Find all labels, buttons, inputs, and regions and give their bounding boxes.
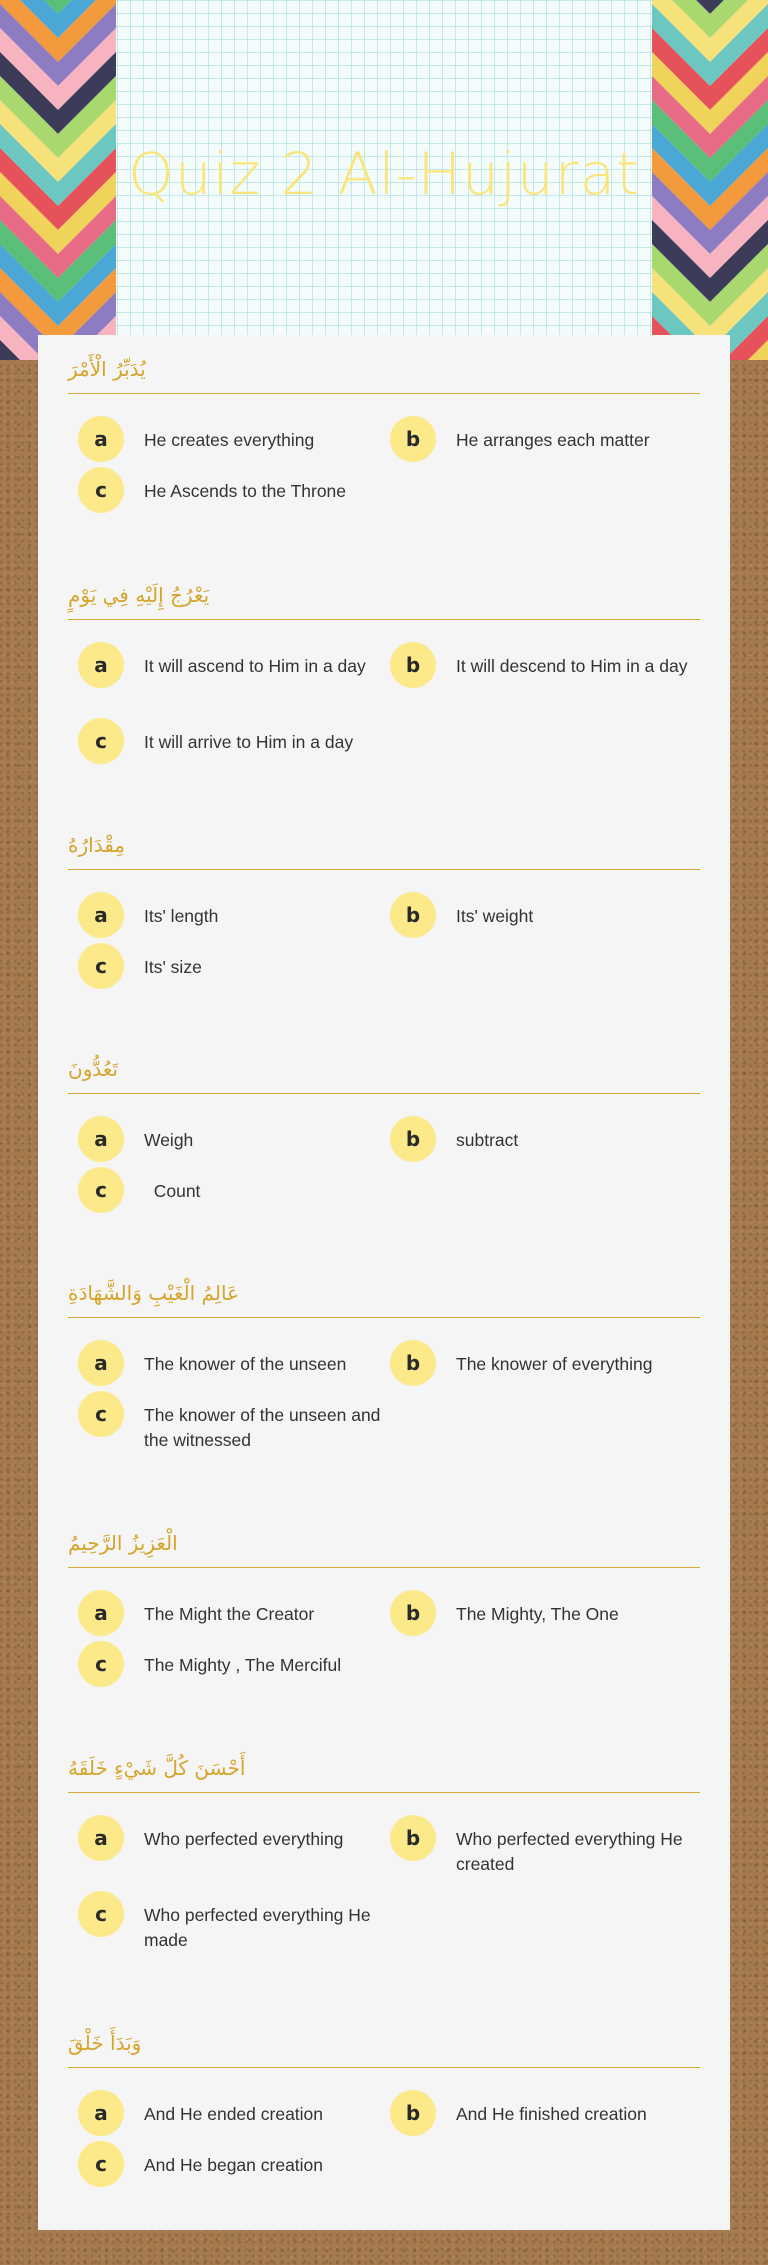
- chevron-stripes: [0, 0, 116, 360]
- question-prompt: أَحْسَنَ كُلَّ شَيْءٍ خَلَقَهُ: [68, 1756, 246, 1780]
- option-letter-badge: c: [78, 2141, 124, 2187]
- option-a[interactable]: [78, 1340, 384, 1386]
- header-banner: [0, 0, 768, 360]
- option-a[interactable]: [78, 2090, 384, 2136]
- option-label: He creates everything: [144, 430, 315, 450]
- question-divider: [68, 1317, 700, 1318]
- option-letter-badge: c: [78, 718, 124, 764]
- option-label: The knower of the unseen: [144, 1354, 347, 1374]
- option-letter-badge: c: [78, 1391, 124, 1437]
- option-letter-badge: c: [78, 1891, 124, 1937]
- question-3: [68, 825, 700, 870]
- question-divider: [68, 2067, 700, 2068]
- question-prompt: يُدَبِّرُ الْأَمْرَ: [68, 357, 146, 381]
- option-c[interactable]: [78, 1891, 384, 1953]
- option-letter-badge: a: [78, 1340, 124, 1386]
- option-label: The knower of everything: [456, 1354, 653, 1374]
- question-divider: [68, 619, 700, 620]
- question-divider: [68, 393, 700, 394]
- option-b[interactable]: [390, 1590, 696, 1636]
- question-divider: [68, 1567, 700, 1568]
- quiz-card: [38, 335, 730, 2230]
- option-label: Who perfected everything He made: [144, 1905, 371, 1950]
- option-letter-badge: b: [390, 1815, 436, 1861]
- option-label: Who perfected everything: [144, 1829, 344, 1849]
- option-label: It will ascend to Him in a day: [144, 656, 366, 676]
- option-label: It will descend to Him in a day: [456, 656, 688, 676]
- question-6: [68, 1523, 700, 1568]
- option-label: The knower of the unseen and the witnessed: [144, 1405, 381, 1450]
- option-letter-badge: a: [78, 1815, 124, 1861]
- option-b[interactable]: [390, 892, 696, 938]
- question-2: [68, 575, 700, 620]
- question-8: [68, 2023, 700, 2068]
- option-b[interactable]: [390, 1116, 696, 1162]
- option-letter-badge: a: [78, 1116, 124, 1162]
- option-letter-badge: a: [78, 1590, 124, 1636]
- option-label: Its' size: [144, 957, 202, 977]
- option-letter-badge: c: [78, 467, 124, 513]
- option-a[interactable]: [78, 1116, 384, 1162]
- question-5: [68, 1273, 700, 1318]
- option-letter-badge: b: [390, 2090, 436, 2136]
- question-4: [68, 1049, 700, 1094]
- option-b[interactable]: [390, 1340, 696, 1386]
- option-c[interactable]: [78, 718, 384, 764]
- option-b[interactable]: [390, 642, 696, 688]
- option-label: He arranges each matter: [456, 430, 650, 450]
- chevron-stripes: [652, 0, 768, 360]
- option-a[interactable]: [78, 1815, 384, 1861]
- option-a[interactable]: [78, 892, 384, 938]
- option-c[interactable]: [78, 943, 384, 989]
- question-divider: [68, 869, 700, 870]
- option-letter-badge: a: [78, 2090, 124, 2136]
- option-a[interactable]: [78, 1590, 384, 1636]
- question-divider: [68, 1792, 700, 1793]
- question-prompt: مِقْدَارُهُ: [68, 833, 126, 857]
- question-1: [68, 349, 700, 394]
- option-letter-badge: c: [78, 1641, 124, 1687]
- option-c[interactable]: [78, 1641, 384, 1687]
- option-c[interactable]: [78, 1167, 384, 1213]
- option-c[interactable]: [78, 467, 384, 513]
- option-letter-badge: b: [390, 416, 436, 462]
- option-b[interactable]: [390, 2090, 696, 2136]
- option-letter-badge: b: [390, 1340, 436, 1386]
- option-letter-badge: c: [78, 1167, 124, 1213]
- question-7: [68, 1748, 700, 1793]
- option-letter-badge: a: [78, 892, 124, 938]
- option-letter-badge: a: [78, 416, 124, 462]
- option-label: And He finished creation: [456, 2104, 647, 2124]
- question-prompt: تَعُدُّونَ: [68, 1057, 119, 1081]
- option-label: Who perfected everything He created: [456, 1829, 683, 1874]
- question-prompt: يَعْرُجُ إِلَيْهِ فِي يَوْمٍ: [68, 583, 210, 607]
- option-label: And He began creation: [144, 2155, 324, 2175]
- question-prompt: الْعَزِيزُ الرَّحِيمُ: [68, 1531, 178, 1555]
- option-label: The Mighty , The Merciful: [144, 1655, 342, 1675]
- option-letter-badge: b: [390, 642, 436, 688]
- option-b[interactable]: [390, 1815, 696, 1877]
- option-letter-badge: c: [78, 943, 124, 989]
- option-label: Its' length: [144, 906, 219, 926]
- option-label: The Might the Creator: [144, 1604, 315, 1624]
- option-letter-badge: a: [78, 642, 124, 688]
- option-letter-badge: b: [390, 1116, 436, 1162]
- option-a[interactable]: [78, 642, 384, 688]
- option-label: The Mighty, The One: [456, 1604, 619, 1624]
- question-divider: [68, 1093, 700, 1094]
- page-title: Quiz 2 Al-Hujurat: [128, 140, 640, 208]
- option-letter-badge: b: [390, 1590, 436, 1636]
- question-prompt: عَالِمُ الْغَيْبِ وَالشَّهَادَةِ: [68, 1281, 239, 1305]
- option-label: subtract: [456, 1130, 519, 1150]
- option-label: Its' weight: [456, 906, 534, 926]
- option-c[interactable]: [78, 2141, 384, 2187]
- option-c[interactable]: [78, 1391, 384, 1453]
- option-a[interactable]: [78, 416, 384, 462]
- question-prompt: وَبَدَأَ خَلْقَ: [68, 2031, 142, 2055]
- option-label: It will arrive to Him in a day: [144, 732, 354, 752]
- option-label: And He ended creation: [144, 2104, 324, 2124]
- right-chevron-pattern: [652, 0, 768, 360]
- option-label: Weigh: [144, 1130, 194, 1150]
- option-b[interactable]: [390, 416, 696, 462]
- option-label: He Ascends to the Throne: [144, 481, 347, 501]
- left-chevron-pattern: [0, 0, 116, 360]
- option-label: Count: [144, 1181, 201, 1201]
- option-letter-badge: b: [390, 892, 436, 938]
